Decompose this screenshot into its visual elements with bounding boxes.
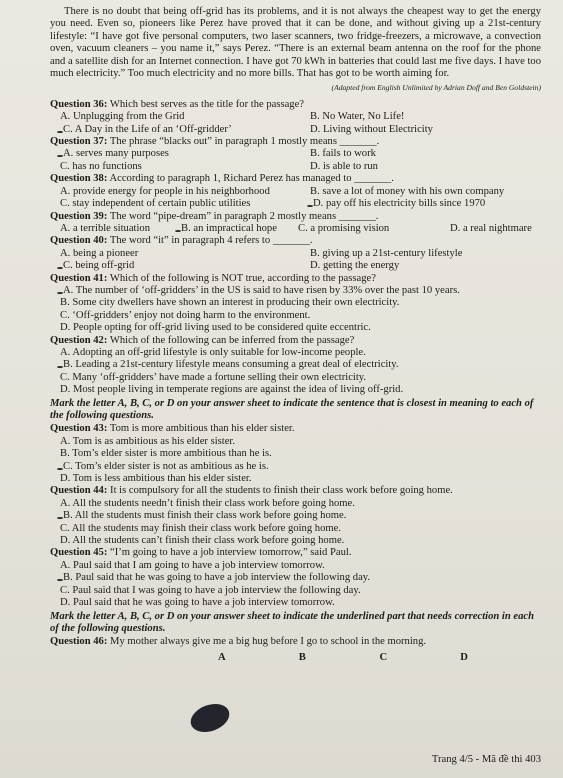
section-instruction: Mark the letter A, B, C, or D on your answer sheet to indicate the sentence that is closest in meaning to each of the following questions. [50, 397, 534, 421]
option-a[interactable]: A. Adopting an off-grid lifestyle is only suitable for low-income people. [60, 346, 366, 358]
question-label: Question 45: [50, 547, 108, 559]
question-text: The phrase “blacks out” in paragraph 1 mostly means _______. [109, 136, 380, 148]
question-label: Question 37: [50, 136, 108, 148]
question-label: Question 39: [50, 210, 108, 222]
question-label: Question 36: [50, 98, 108, 110]
option-c-marked[interactable]: C. Tom’s elder sister is not as ambitious as he is. [50, 461, 541, 473]
option-b-marked[interactable]: B. an impractical hope [168, 223, 288, 235]
question-label: Question 43: [50, 423, 108, 435]
option-a[interactable]: A. Unplugging from the Grid [60, 111, 185, 123]
question-43 [50, 423, 541, 485]
option-d[interactable]: D. is able to run [310, 160, 378, 172]
option-a[interactable]: A. provide energy for people in his neighborhood [60, 185, 270, 197]
underline-letters [50, 652, 541, 664]
option-c-marked[interactable]: C. A Day in the Life of an ‘Off-gridder’ [50, 124, 300, 136]
question-text: The word “it” in paragraph 4 refers to _______. [109, 235, 313, 247]
question-41 [50, 273, 541, 335]
ink-mark [187, 699, 233, 737]
passage-source: (Adapted from English Unlimited by Adrian Doff and Ben Goldstein) [331, 83, 541, 93]
option-c[interactable]: C. has no functions [60, 160, 142, 172]
option-a[interactable]: A. being a pioneer [60, 247, 139, 259]
question-text: Which of the following can be inferred from the passage? [109, 334, 355, 346]
question-label: Question 40: [50, 235, 108, 247]
option-d[interactable]: D. All the students can’t finish their class work before going home. [60, 535, 345, 547]
option-b[interactable]: B. Some city dwellers have shown an interest in producing their own electricity. [60, 297, 400, 309]
option-a-marked[interactable]: A. serves many purposes [50, 148, 300, 160]
page-footer: Trang 4/5 - Mã đề thi 403 [431, 753, 541, 765]
option-c[interactable]: C. Paul said that I was going to have a job interview the following day. [60, 584, 361, 596]
question-text: Which of the following is NOT true, according to the passage? [109, 272, 376, 284]
option-d[interactable]: D. Most people living in temperate regions are against the idea of living off-grid. [60, 384, 404, 396]
option-d[interactable]: D. People opting for off-grid living used to be considered quite eccentric. [60, 322, 371, 334]
option-a[interactable]: A. a terrible situation [60, 222, 151, 234]
option-d[interactable]: D. Paul said that he was going to have a job interview tomorrow. [60, 597, 335, 609]
option-b-marked[interactable]: B. Paul said that he was going to have a job interview the following day. [50, 572, 541, 584]
question-text: According to paragraph 1, Richard Perez has managed to _______. [109, 173, 394, 185]
question-label: Question 38: [50, 173, 108, 185]
letter-b[interactable]: B [298, 651, 306, 663]
option-c[interactable]: C. All the students may finish their class work before going home. [60, 522, 341, 534]
letter-c[interactable]: C [379, 651, 388, 663]
question-42 [50, 335, 541, 397]
option-a[interactable]: A. Paul said that I am going to have a job interview tomorrow. [60, 559, 325, 571]
option-d[interactable]: D. Tom is less ambitious than his elder sister. [60, 473, 252, 485]
question-label: Question 42: [50, 334, 108, 346]
question-46 [50, 636, 541, 664]
question-label: Question 41: [50, 272, 108, 284]
question-text: The word “pipe-dream” in paragraph 2 mostly means _______. [109, 210, 379, 222]
question-text: Which best serves as the title for the passage? [109, 98, 305, 110]
option-d[interactable]: D. getting the energy [310, 260, 400, 272]
question-text: “I’m going to have a job interview tomorrow,” said Paul. [110, 547, 352, 559]
reading-passage [50, 6, 541, 80]
question-38 [50, 173, 541, 210]
option-a[interactable]: A. All the students needn’t finish their class work before going home. [60, 497, 355, 509]
question-36 [50, 99, 541, 136]
question-39 [50, 211, 541, 236]
question-label: Question 44: [50, 485, 108, 497]
option-b-marked[interactable]: B. All the students must finish their class work before going home. [50, 510, 541, 522]
passage-paragraph: There is no doubt that being off-grid has its problems, and it is not always the cheapest way to get the energy you need. Even so, pioneers like Perez have proved that it can be done, and without giving up a 21st-century lifestyle: “I have got five personal computers, two laser scanners, two fridge-freezers, a microwave, a convection oven, vacuum cleaners – you name it,” says Perez. “There is an external beam antenna on the roof for the phone and a satellite dish for an Internet connection. I have got 70 kWh in batteries that could last me five days. I have too much electricity.” Too much electricity and no more bills. That has got to be worth aiming for. [50, 6, 541, 80]
option-a-marked[interactable]: A. The number of ‘off-gridders’ in the US is said to have risen by 33% over the past 10 years. [50, 285, 541, 297]
option-c[interactable]: C. stay independent of certain public utilities [60, 198, 251, 210]
option-b[interactable]: B. giving up a 21st-century lifestyle [310, 247, 463, 259]
option-c-marked[interactable]: C. being off-grid [50, 260, 300, 272]
letter-a[interactable]: A [218, 651, 226, 663]
option-b[interactable]: B. fails to work [310, 148, 376, 160]
question-text: My mother always give me a big hug before I go to school in the morning. [110, 636, 427, 648]
question-text: Tom is more ambitious than his elder sister. [109, 423, 295, 435]
option-b[interactable]: B. save a lot of money with his own company [310, 185, 505, 197]
option-d[interactable]: D. a real nightmare [450, 222, 532, 234]
option-b[interactable]: B. Tom’s elder sister is more ambitious than he is. [60, 448, 272, 460]
question-text: It is compulsory for all the students to finish their class work before going home. [110, 485, 453, 497]
question-45 [50, 547, 541, 609]
question-37 [50, 136, 541, 173]
option-a[interactable]: A. Tom is as ambitious as his elder sister. [60, 435, 236, 447]
letter-d[interactable]: D [460, 651, 468, 663]
option-b[interactable]: B. No Water, No Life! [310, 111, 405, 123]
option-c[interactable]: C. a promising vision [298, 222, 390, 234]
question-label: Question 46: [50, 636, 108, 648]
section-instruction: Mark the letter A, B, C, or D on your answer sheet to indicate the underlined part that needs correction in each of the following questions. [50, 610, 535, 634]
option-c[interactable]: C. Many ‘off-gridders’ have made a fortune selling their own electricity. [60, 371, 367, 383]
question-40 [50, 235, 541, 272]
option-c[interactable]: C. ‘Off-gridders’ enjoy not doing harm to the environment. [60, 309, 311, 321]
option-b-marked[interactable]: B. Leading a 21st-century lifestyle means consuming a great deal of electricity. [50, 359, 541, 371]
option-d[interactable]: D. Living without Electricity [310, 123, 433, 135]
question-44 [50, 485, 541, 547]
option-d-marked[interactable]: D. pay off his electricity bills since 1970 [300, 198, 541, 210]
